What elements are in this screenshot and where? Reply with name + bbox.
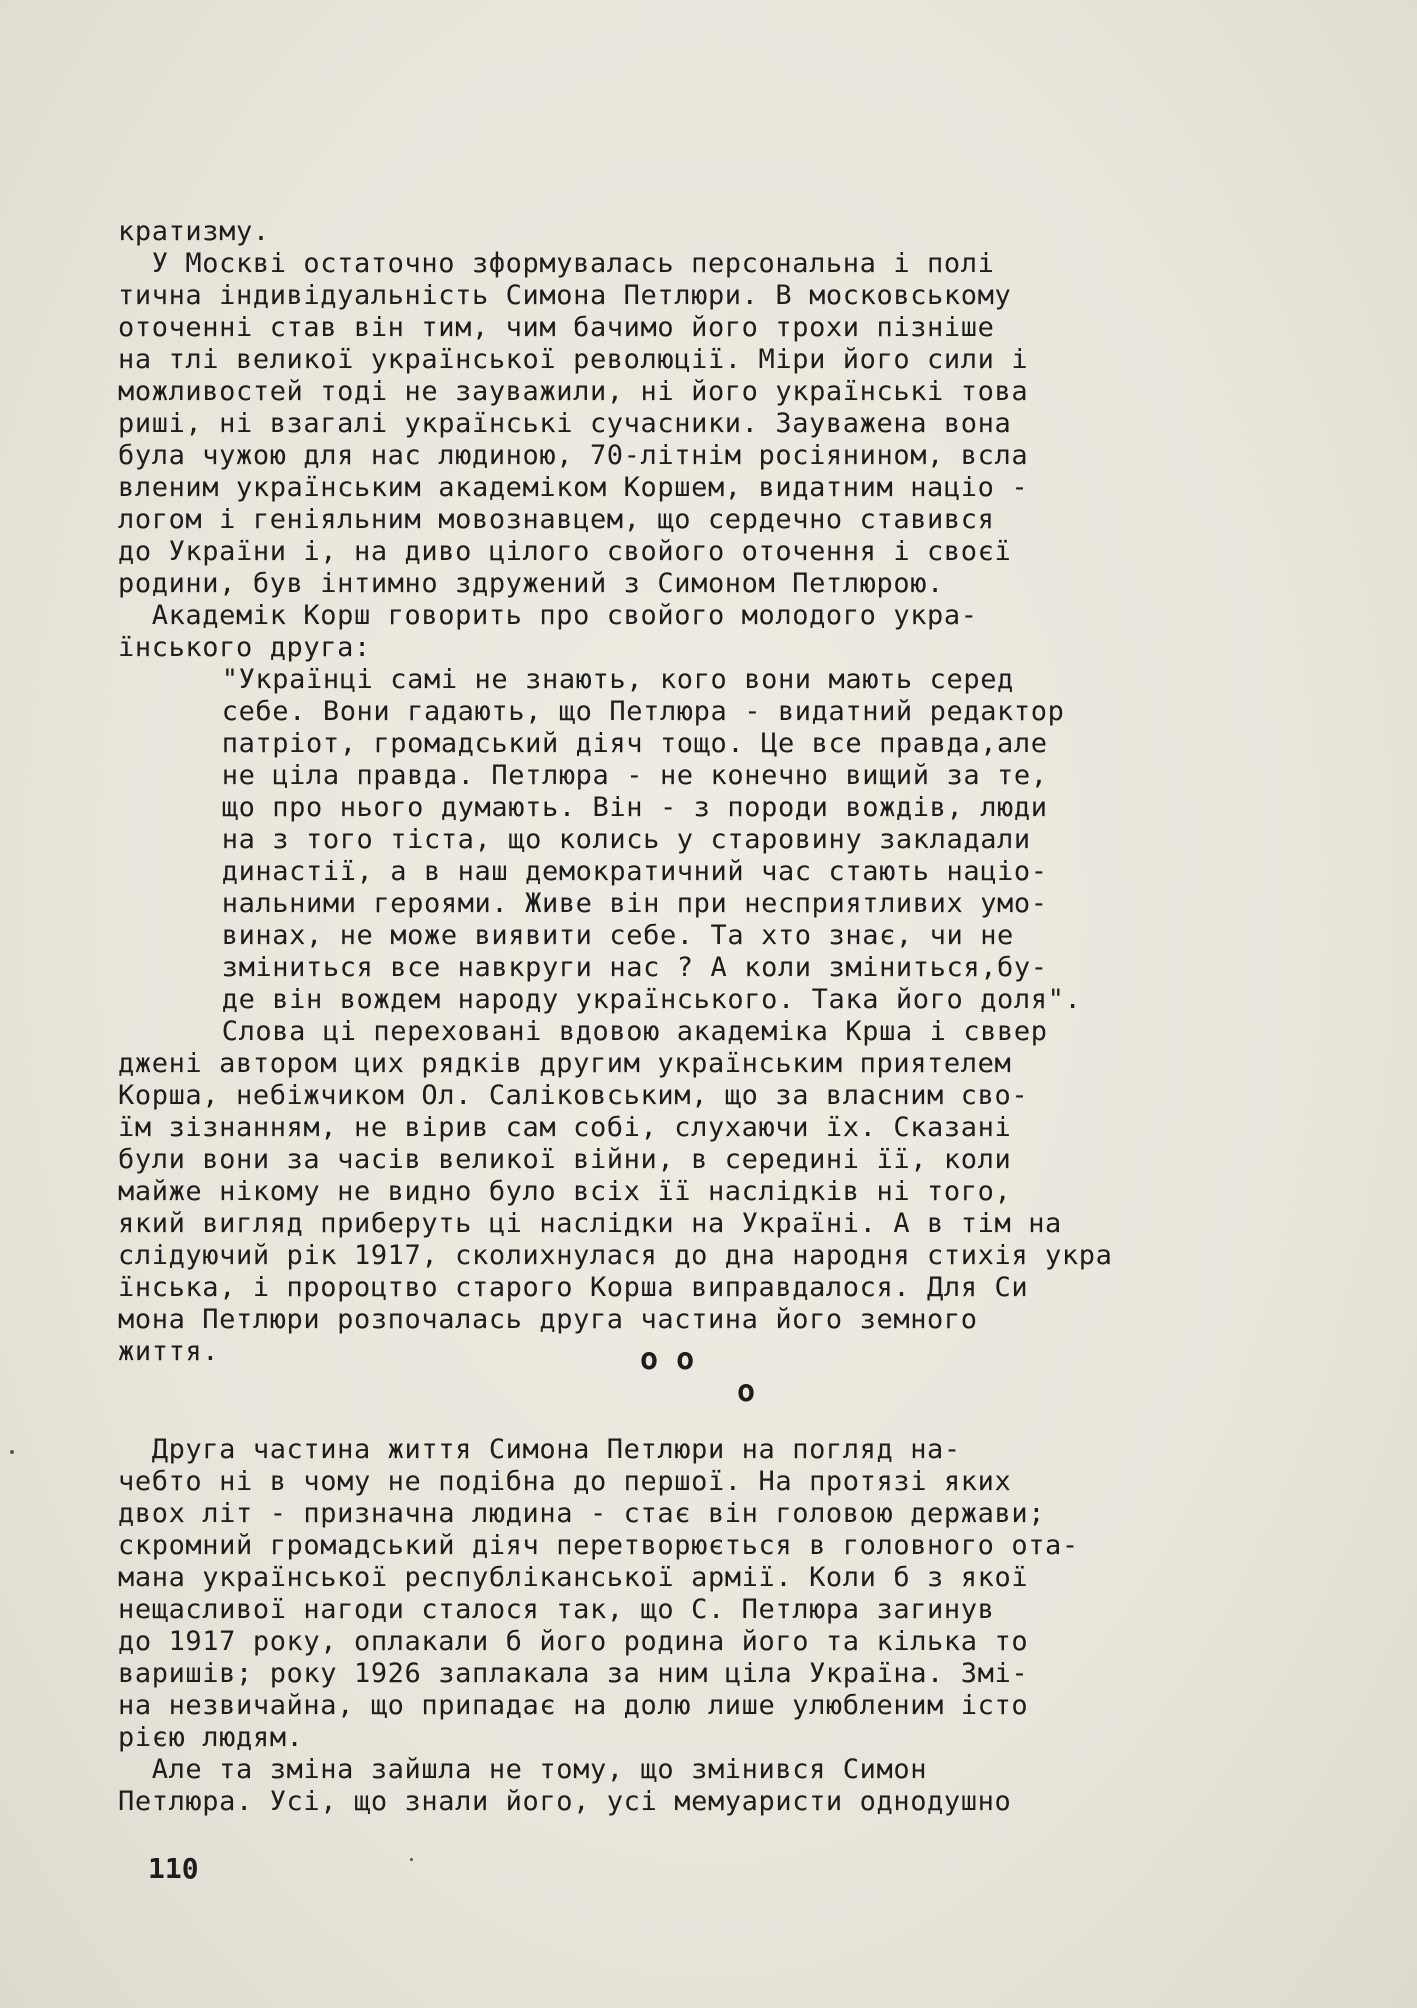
quote-line: династії, а в наш демократичний час стають націо-	[188, 856, 1048, 887]
text-line: слідуючий рік 1917, сколихнулася до дна народня стихія укра	[118, 1240, 1113, 1271]
text-line: їнська, і пророцтво старого Корша виправдалося. Для Си	[118, 1272, 1029, 1303]
text-line: рією людям.	[118, 1722, 304, 1753]
text-line: їм зізнанням, не вірив сам собі, слухаючи їх. Сказані	[118, 1112, 1012, 1143]
section-divider-top: o o	[640, 1342, 695, 1377]
text-line: Слова ці переховані вдовою академіка Крша і сввер	[188, 1016, 1048, 1047]
page-number: 110	[148, 1852, 199, 1885]
text-line: двох літ - призначна людина - стає він головою держави;	[118, 1498, 1046, 1529]
text-line: чебто ні в чому не подібна до першої. На протязі яких	[118, 1466, 1012, 1497]
text-line: оточенні став він тим, чим бачимо його трохи пізніше	[118, 312, 995, 343]
text-line: вленим українським академіком Коршем, видатним націо -	[118, 472, 1029, 503]
quote-line: що про нього думають. Він - з породи вождів, люди	[188, 792, 1048, 823]
text-line: який вигляд приберуть ці наслідки на Україні. А в тім на	[118, 1208, 1062, 1239]
text-line: Але та зміна зайшла не тому, що змінився Симон	[118, 1754, 928, 1785]
text-line: нещасливої нагоди сталося так, що С. Петлюра загинув	[118, 1594, 995, 1625]
text-line: їнського друга:	[118, 632, 371, 663]
text-line: були вони за часів великої війни, в середині її, коли	[118, 1144, 1012, 1175]
quote-line: винах, не може виявити себе. Та хто знає, чи не	[188, 920, 1014, 951]
text-line: майже нікому не видно було всіх її наслідків ні того,	[118, 1176, 1012, 1207]
quote-line: "Українці самі не знають, кого вони мають серед	[188, 664, 1014, 695]
text-line: можливостей тоді не зауважили, ні його українські това	[118, 376, 1029, 407]
text-line: Академік Корш говорить про свойого молодого укра-	[118, 600, 978, 631]
text-line: мана української республіканської армії. Коли б з якої	[118, 1562, 1029, 1593]
text-line: життя.	[118, 1336, 220, 1367]
quote-line: нальними героями. Живе він при несприятливих умо-	[188, 888, 1048, 919]
text-line: Друга частина життя Симона Петлюри на погляд на-	[118, 1434, 961, 1465]
paper-speck	[410, 1858, 413, 1861]
text-line: мона Петлюри розпочалась друга частина його земного	[118, 1304, 978, 1335]
quote-line: де він вождем народу українського. Така його доля".	[188, 984, 1082, 1015]
text-line: була чужою для нас людиною, 70-літнім росіянином, всла	[118, 440, 1029, 471]
text-line: до України і, на диво цілого свойого оточення і своєї	[118, 536, 1012, 567]
quote-line: зміниться все навкруги нас ? А коли зміниться,бу-	[188, 952, 1048, 983]
text-line: кратизму.	[118, 216, 270, 247]
quote-line: не ціла правда. Петлюра - не конечно вищий за те,	[188, 760, 1048, 791]
text-line: У Москві остаточно зформувалась персональна і полі	[118, 248, 995, 279]
section-divider-bottom: o	[737, 1374, 756, 1409]
text-line: Петлюра. Усі, що знали його, усі мемуаристи однодушно	[118, 1786, 1012, 1817]
text-line: скромний громадський діяч перетворюється в головного ота-	[118, 1530, 1079, 1561]
paper-speck	[10, 1450, 14, 1454]
text-line: риші, ні взагалі українські сучасники. Зауважена вона	[118, 408, 1012, 439]
quote-line: себе. Вони гадають, що Петлюра - видатний редактор	[188, 696, 1065, 727]
text-line: на тлі великої української революції. Міри його сили і	[118, 344, 1029, 375]
text-line: на незвичайна, що припадає на долю лише улюбленим істо	[118, 1690, 1029, 1721]
text-line: Корша, небіжчиком Ол. Саліковським, що за власним сво-	[118, 1080, 1029, 1111]
text-line: родини, був інтимно здружений з Симоном Петлюрою.	[118, 568, 944, 599]
text-line: тична індивідуальність Симона Петлюри. В московському	[118, 280, 1012, 311]
text-line: варишів; року 1926 заплакала за ним ціла Україна. Змі-	[118, 1658, 1029, 1689]
quote-line: патріот, громадський діяч тощо. Це все правда,але	[188, 728, 1048, 759]
quote-line: на з того тіста, що колись у старовину закладали	[188, 824, 1031, 855]
text-line: логом і геніяльним мовознавцем, що сердечно ставився	[118, 504, 995, 535]
text-line: джені автором цих рядків другим українським приятелем	[118, 1048, 1012, 1079]
text-line: до 1917 року, оплакали б його родина його та кілька то	[118, 1626, 1029, 1657]
